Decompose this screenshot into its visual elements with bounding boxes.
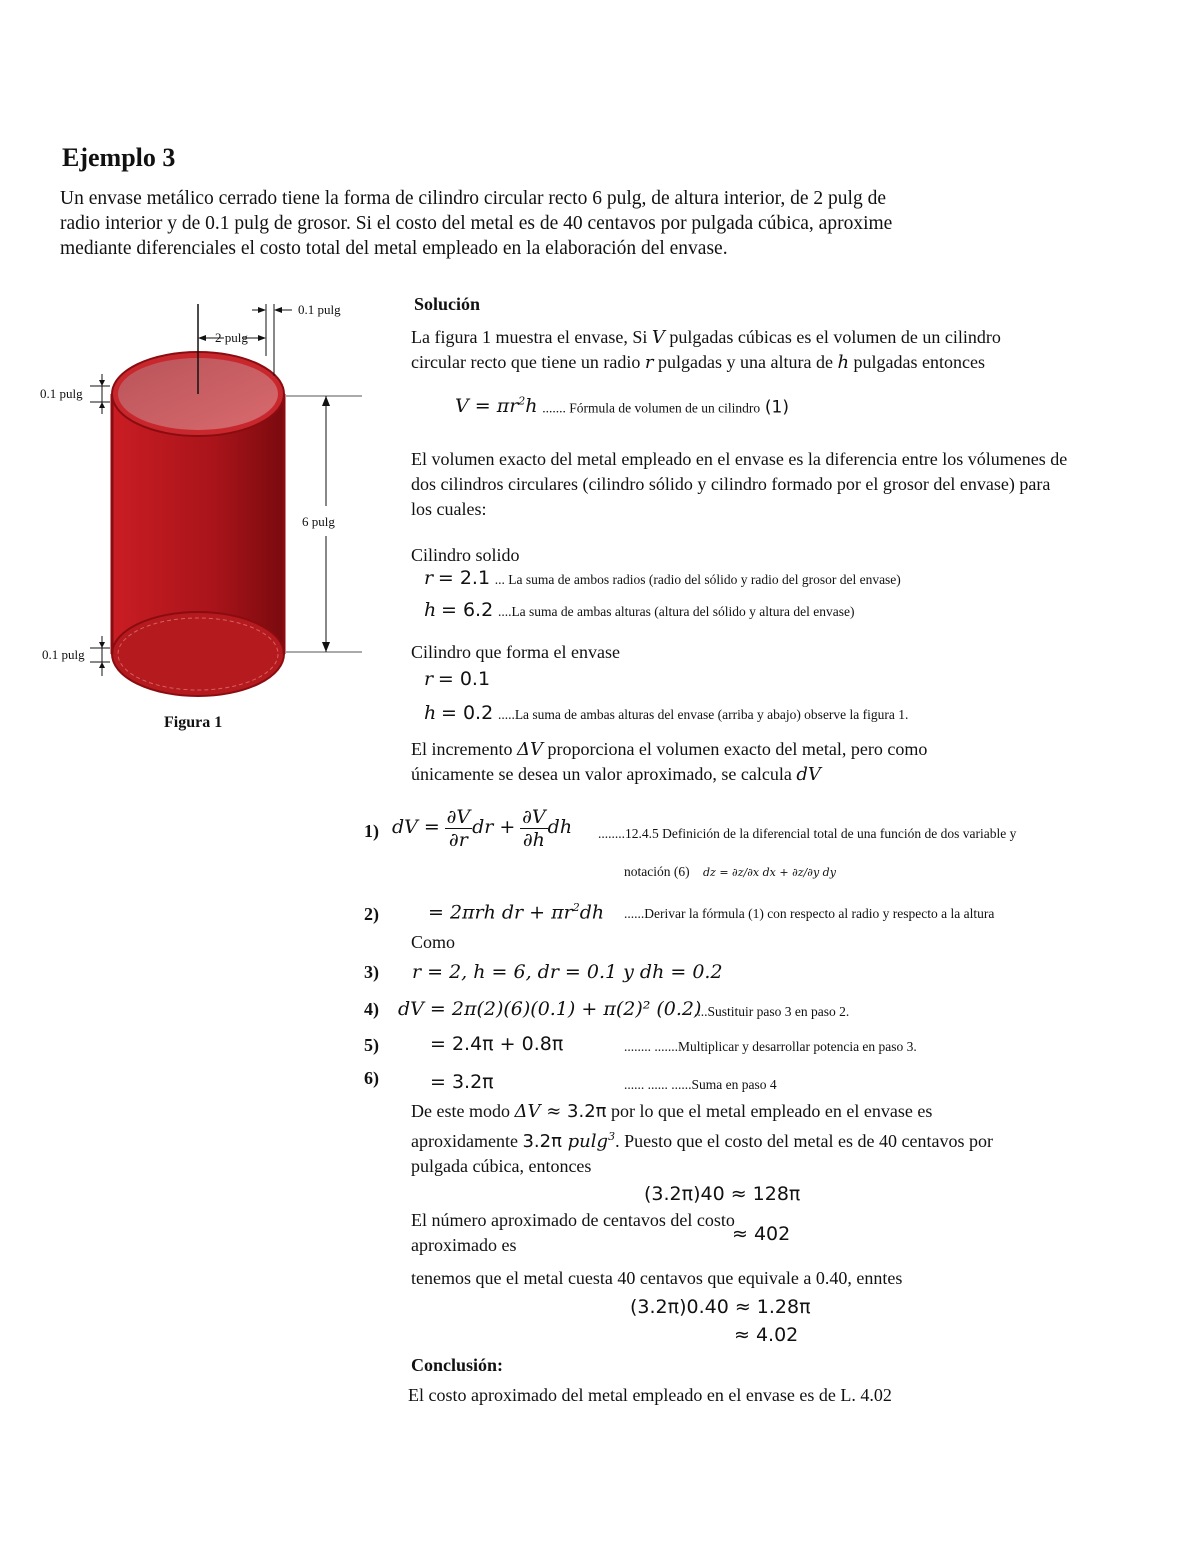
volume-formula: $V = \pi r^2h$ ....... Fórmula de volumen de un cilindro (1) (455, 395, 789, 418)
step-2-label: 2) (364, 904, 379, 924)
step-1-expression: dV = $\frac{\partial V}{\partial r}$ dr + $\frac{\partial V}{\partial h}$ dh (392, 806, 573, 851)
solid-height: h = 6.2 ....La suma de ambas alturas (altura del sólido y altura del envase) (424, 599, 855, 621)
cost-expression: (3.2π)40 ≈ 128π (644, 1183, 801, 1205)
solution-heading: Solución (414, 294, 481, 314)
step-1-note-2: notación (6) dz = ∂z/∂x dx + ∂z/∂y dy (624, 864, 836, 879)
step-1-label: 1) (364, 821, 379, 841)
figure-caption: Figura 1 (164, 714, 223, 731)
final-expression-2: ≈ 4.02 (734, 1324, 799, 1346)
solution-paragraph-1: La figura 1 muestra el envase, Si V pulgadas cúbicas es el volumen de un cilindro circular recto que tiene un radio r pulgadas y una altura de h pulgadas entonces (411, 327, 1001, 373)
solution-paragraph-2: El volumen exacto del metal empleado en el envase es la diferencia entre los vólumenes de dos cilindros circulares (cilindro sólido y cilindro formado por el grosor del envase) para los cuales: (411, 449, 1068, 519)
cylinder-bottom (112, 612, 284, 696)
step-6-label: 6) (364, 1068, 379, 1088)
step-6-expression: = 3.2π (430, 1071, 494, 1093)
conclusion-heading: Conclusión: (411, 1355, 504, 1375)
label-lid-bottom: 0.1 pulg (42, 647, 85, 662)
step-2-note: ......Derivar la fórmula (1) con respecto al radio y respecto a la altura (624, 906, 995, 921)
como-text: Como (411, 932, 456, 952)
step-6-note: ...... ...... ......Suma en paso 4 (624, 1077, 777, 1092)
solid-radius: r = 2.1 ... La suma de ambos radios (radio del sólido y radio del grosor del envase) (424, 567, 901, 589)
shell-cylinder-heading: Cilindro que forma el envase (411, 642, 620, 662)
solution-paragraph-5: tenemos que el metal cuesta 40 centavos que equivale a 0.40, enntes (411, 1268, 903, 1288)
step-3-label: 3) (364, 962, 379, 982)
problem-statement: Un envase metálico cerrado tiene la forma de cilindro circular recto 6 pulg, de altura interior, de 2 pulg de radio interior y de 0.1 pulg de grosor. Si el costo del metal es de 40 centavos por pulgada cúbica, aproxime mediante diferenciales el costo total del metal empleado en la elaboración del envase. (60, 188, 893, 259)
step-2-expression: = 2πrh dr + $\pi r^2dh$ (428, 901, 605, 924)
solution-paragraph-4: De este modo ΔV ≈ 3.2π por lo que el metal empleado en el envase es aproxidamente 3.2π pulg$^3$. Puesto que el costo del metal es de 40 centavos por pulgada cúbica, entonces (411, 1101, 993, 1176)
step-4-expression: dV = 2π(2)(6)(0.1) + π(2)² (0.2) (398, 998, 702, 1020)
step-5-label: 5) (364, 1035, 379, 1055)
conclusion-text: El costo aproximado del metal empleado en el envase es de L. 4.02 (408, 1385, 892, 1405)
step-3-expression: r = 2, h = 6, dr = 0.1 y dh = 0.2 (412, 961, 723, 983)
page-title: Ejemplo 3 (62, 143, 176, 172)
step-4-note: ....Sustituir paso 3 en paso 2. (694, 1004, 850, 1019)
label-height: 6 pulg (302, 514, 335, 529)
approx-text: El número aproximado de centavos del costo aproximado es (411, 1210, 735, 1255)
label-lid-top: 0.1 pulg (40, 386, 83, 401)
final-expression-1: (3.2π)0.40 ≈ 1.28π (630, 1296, 811, 1318)
step-5-note: ........ .......Multiplicar y desarrollar potencia en paso 3. (624, 1039, 917, 1054)
step-1-note: ........12.4.5 Definición de la diferencial total de una función de dos variable y (598, 826, 1017, 841)
approx-value: ≈ 402 (732, 1223, 791, 1245)
solution-paragraph-3: El incremento ΔV proporciona el volumen exacto del metal, pero como únicamente se desea un valor aproximado, se calcula dV (411, 739, 928, 785)
shell-height: h = 0.2 .....La suma de ambas alturas del envase (arriba y abajo) observe la figura 1. (424, 702, 909, 724)
label-radius: 2 pulg (215, 330, 248, 345)
shell-radius: r = 0.1 (424, 668, 491, 690)
label-thickness-top: 0.1 pulg (298, 302, 341, 317)
step-4-label: 4) (364, 999, 379, 1019)
solid-cylinder-heading: Cilindro solido (411, 545, 520, 565)
step-5-expression: = 2.4π + 0.8π (430, 1033, 564, 1055)
